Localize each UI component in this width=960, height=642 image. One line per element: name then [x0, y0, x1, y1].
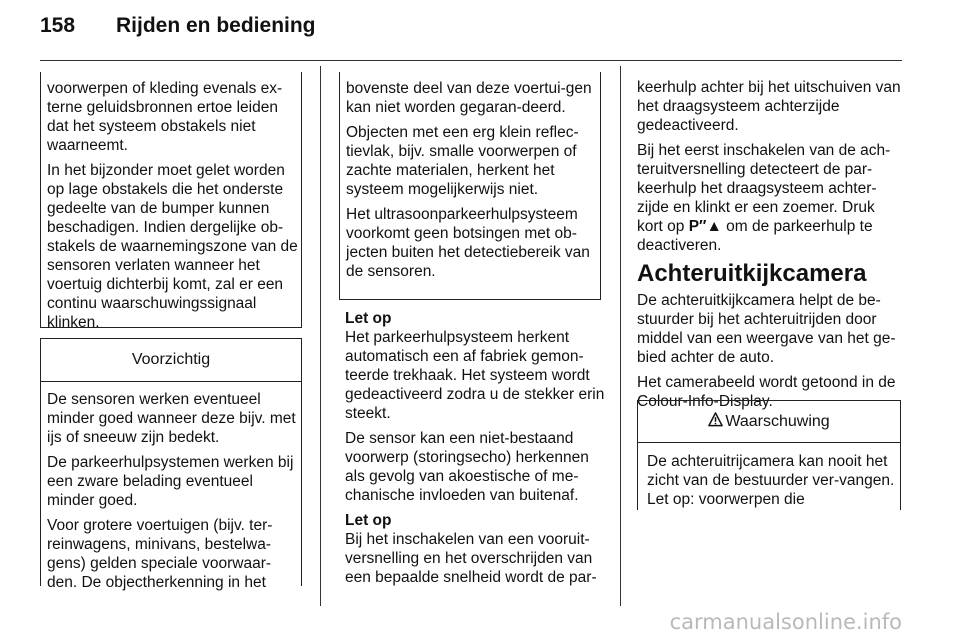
paragraph: De parkeerhulpsystemen werken bij een zware belading eventueel minder goed. [47, 454, 294, 509]
warning-box [637, 400, 901, 510]
note-text: Bij het inschakelen van een vooruit-versnelling en het overschrijden van een bepaalde snelheid wordt de par- [345, 531, 597, 586]
paragraph: De sensoren werken eventueel minder goed wanneer deze bijv. met ijs of sneeuw zijn bedekt. [47, 391, 296, 446]
paragraph-text: Bij het eerst inschakelen van de ach-teruitversnelling detecteert de par-keerhulp het draagsysteem achter-zijde en klinkt er een zoemer. Druk kort op [637, 142, 891, 235]
column-2-text [345, 309, 607, 593]
page-title: Rijden en bediening [116, 14, 316, 37]
page-number: 158 [40, 14, 76, 37]
note-label: Let op [345, 512, 392, 529]
paragraph: Voor grotere voertuigen (bijv. ter-reinwagens, minivans, bestelwa-gens) gelden speciale voorwaar-den. De objectherkenning in het [47, 517, 273, 591]
section-heading: Achteruitkijkcamera [637, 260, 867, 287]
column-divider-2 [620, 66, 621, 606]
paragraph: Objecten met een erg klein reflec-tievlak, bijv. smalle voorwerpen of zachte materialen, herkent het systeem mogelijkerwijs niet. [346, 124, 579, 198]
paragraph [637, 141, 903, 255]
paragraph: In het bijzonder moet gelet worden op lage obstakels die het onderste gedeelte van de bumper kunnen beschadigen. Indien dergelijke ob-stakels de waarnemingszone van de sensoren verlaten wanneer het voertuig dichterbij komt, zal er een continu waarschuwingssignaal klinken. [47, 162, 298, 331]
caution-title: Voorzichtig [41, 339, 301, 382]
caution-box-continued [339, 72, 601, 300]
paragraph: Het ultrasoonparkeerhulpsysteem voorkomt geen botsingen met ob-jecten buiten het detectiebereik van de sensoren. [346, 206, 590, 280]
note-label: Let op [345, 310, 392, 327]
parking-assist-icon: P″▲ [688, 218, 722, 235]
warning-header [638, 401, 900, 443]
warning-title: Waarschuwing [725, 413, 830, 430]
paragraph: Het camerabeeld wordt getoond in de Colour-Info-Display. [637, 374, 896, 410]
warning-box-continued [40, 72, 302, 331]
paragraph: keerhulp achter bij het uitschuiven van het draagsysteem achterzijde gedeactiveerd. [637, 79, 901, 134]
column-3-text [637, 78, 903, 417]
paragraph: bovenste deel van deze voertui-gen kan niet worden gegaran-deerd. [346, 80, 592, 116]
note-text: Het parkeerhulpsysteem herkent automatisch een af fabriek gemon-teerde trekhaak. Het systeem wordt gedeactiveerd zodra u de stekker erin steekt. [345, 329, 605, 422]
paragraph: De sensor kan een niet-bestaand voorwerp (storingsecho) herkennen als gevolg van akoestische of me-chanische invloeden van buitenaf. [345, 430, 589, 504]
paragraph: De achteruitrijcamera kan nooit het zicht van de bestuurder ver-vangen. Let op: voorwerpen die [647, 453, 895, 508]
watermark: carmanualsonline.info [669, 610, 902, 634]
paragraph-text: om de parkeerhulp te deactiveren. [637, 218, 873, 254]
paragraph: voorwerpen of kleding evenals ex-terne geluidsbronnen ertoe leiden dat het systeem obstakels niet waarneemt. [47, 80, 283, 154]
column-divider-1 [320, 66, 321, 606]
paragraph: De achteruitkijkcamera helpt de be-stuurder bij het achteruitrijden door middel van een weergave van het ge-bied achter de auto. [637, 292, 896, 366]
page-header [40, 14, 316, 38]
header-rule [40, 60, 902, 61]
caution-box [40, 338, 302, 591]
warning-triangle-icon [708, 412, 723, 427]
